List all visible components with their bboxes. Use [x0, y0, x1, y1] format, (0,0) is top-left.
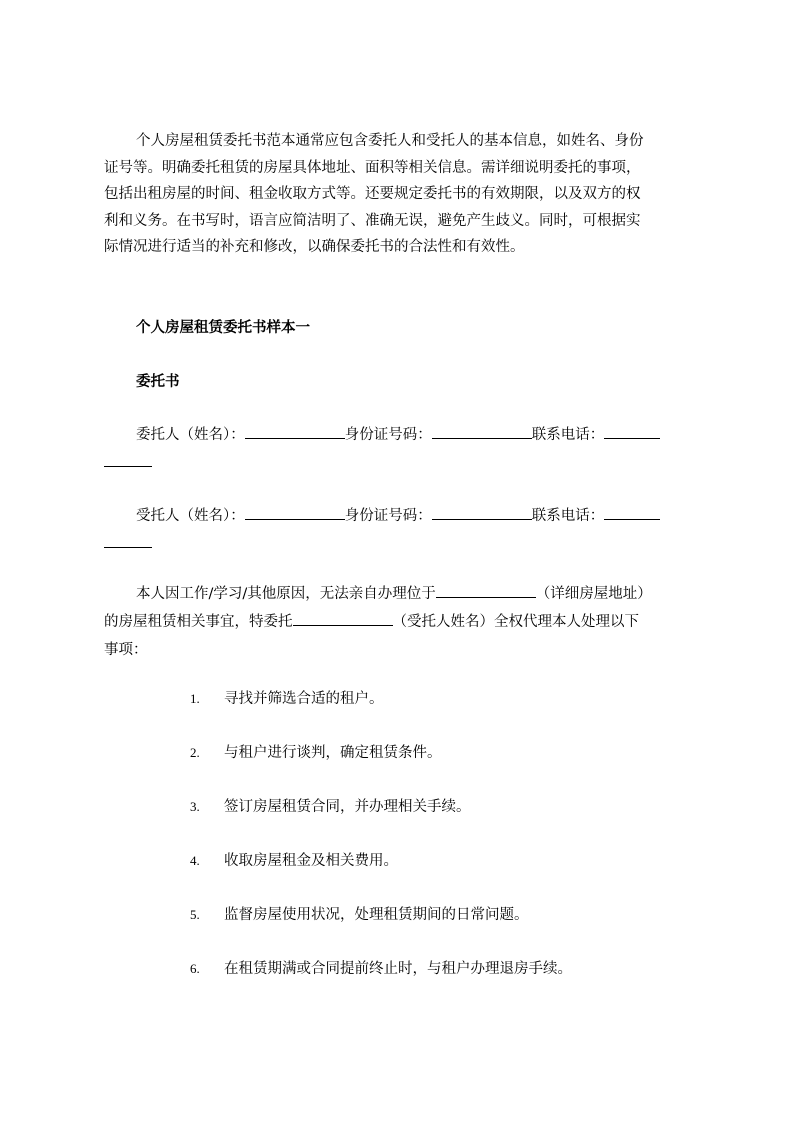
list-item — [190, 742, 572, 796]
property-address-blank[interactable] — [436, 583, 536, 598]
agent-phone-label: 联系电话： — [531, 508, 605, 524]
list-item — [190, 688, 572, 742]
agent-phone-blank-cont[interactable] — [104, 533, 152, 548]
intro-line: 证号等。明确委托租赁的房屋具体地址、面积等相关信息。需详细说明委托的事项， — [104, 159, 641, 176]
principal-info-line — [104, 421, 704, 477]
list-number: 5. — [190, 907, 200, 922]
list-item — [190, 796, 572, 850]
intro-paragraph — [104, 128, 704, 261]
agent-id-label: 身份证号码： — [344, 508, 432, 524]
statement-part5: 事项： — [104, 642, 148, 658]
agent-name-blank[interactable] — [245, 505, 345, 520]
statement-part1: 本人因工作/学习/其他原因，无法亲自办理位于 — [136, 586, 436, 602]
agent-id-blank[interactable] — [432, 505, 532, 520]
list-item — [190, 958, 572, 1012]
list-number: 1. — [190, 691, 200, 706]
principal-name-blank[interactable] — [245, 424, 345, 439]
principal-phone-blank-cont[interactable] — [104, 452, 152, 467]
list-item — [190, 904, 572, 958]
list-text: 寻找并筛选合适的租户。 — [224, 691, 384, 707]
principal-name-label: 委托人（姓名）： — [136, 427, 245, 443]
principal-phone-label: 联系电话： — [531, 427, 605, 443]
agent-name-blank-2[interactable] — [293, 611, 393, 626]
statement-part3: 的房屋租赁相关事宜，特委托 — [104, 614, 293, 630]
intro-line: 利和义务。在书写时，语言应简洁明了、准确无误，避免产生歧义。同时，可根据实 — [104, 212, 641, 229]
principal-id-label: 身份证号码： — [344, 427, 432, 443]
list-number: 3. — [190, 799, 200, 814]
authorization-statement — [104, 580, 704, 664]
statement-part2: （详细房屋地址） — [535, 586, 652, 602]
list-text: 收取房屋租金及相关费用。 — [224, 853, 398, 869]
list-number: 4. — [190, 853, 200, 868]
document-title: 委托书 — [136, 374, 180, 390]
agent-name-label: 受托人（姓名）： — [136, 508, 245, 524]
principal-id-blank[interactable] — [432, 424, 532, 439]
matters-list — [190, 688, 572, 1012]
agent-phone-blank[interactable] — [604, 505, 660, 520]
intro-line: 包括出租房屋的时间、租金收取方式等。还要规定委托书的有效期限，以及双方的权 — [104, 186, 641, 202]
principal-phone-blank[interactable] — [604, 424, 660, 439]
list-text: 签订房屋租赁合同，并办理相关手续。 — [224, 799, 471, 815]
statement-part4: （受托人姓名）全权代理本人处理以下 — [392, 614, 639, 630]
intro-line: 个人房屋租赁委托书范本通常应包含委托人和受托人的基本信息，如姓名、身份 — [136, 133, 644, 149]
agent-info-line — [104, 502, 704, 558]
list-item — [190, 850, 572, 904]
list-number: 2. — [190, 745, 200, 760]
list-number: 6. — [190, 961, 200, 976]
list-text: 监督房屋使用状况，处理租赁期间的日常问题。 — [224, 907, 529, 923]
intro-line: 际情况进行适当的补充和修改，以确保委托书的合法性和有效性。 — [104, 239, 525, 255]
list-text: 与租户进行谈判，确定租赁条件。 — [224, 745, 442, 761]
list-text: 在租赁期满或合同提前终止时，与租户办理退房手续。 — [224, 961, 572, 977]
sample-title: 个人房屋租赁委托书样本一 — [136, 320, 310, 336]
